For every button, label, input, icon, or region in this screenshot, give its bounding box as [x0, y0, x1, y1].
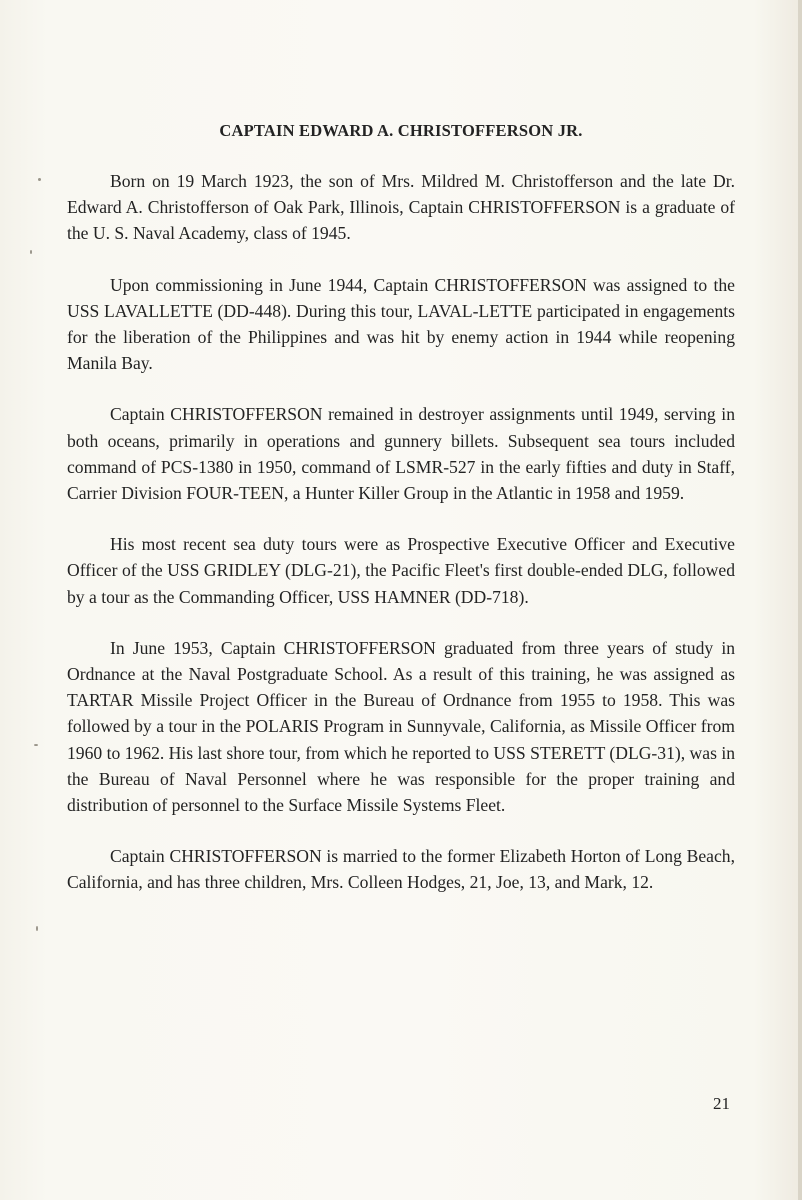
- paper-speck: [36, 926, 38, 931]
- page-edge-shadow: [798, 0, 802, 1200]
- paper-speck: [34, 744, 38, 746]
- paragraph: Captain CHRISTOFFERSON is married to the former Elizabeth Horton of Long Beach, California, and has three children, Mrs. Colleen Hodges, 21, Joe, 13, and Mark, 12.: [67, 846, 735, 893]
- paper-speck: [30, 250, 32, 254]
- paragraph: Born on 19 March 1923, the son of Mrs. Mildred M. Christofferson and the late Dr. Edward A. Christofferson of Oak Park, Illinois, Captain CHRISTOFFERSON is a graduate of the U. S. Naval Academy, class of 1945.: [67, 171, 735, 244]
- paragraph: Upon commissioning in June 1944, Captain CHRISTOFFERSON was assigned to the USS LAVALLETTE (DD-448). During this tour, LAVAL-LETTE participated in engagements for the liberation of the Philippines and was hit by enemy action in 1944 while reopening Manila Bay.: [67, 274, 735, 374]
- paper-speck: [38, 178, 41, 181]
- document-body: [67, 168, 735, 921]
- page-title: CAPTAIN EDWARD A. CHRISTOFFERSON JR.: [219, 121, 583, 140]
- paragraph: In June 1953, Captain CHRISTOFFERSON graduated from three years of study in Ordnance at the Naval Postgraduate School. As a result of this training, he was assigned as TARTAR Missile Project Officer in the Bureau of Ordnance from 1955 to 1958. This was followed by a tour in the POLARIS Program in Sunnyvale, California, as Missile Officer from 1960 to 1962. His last shore tour, from which he reported to USS STERETT (DLG-31), was in the Bureau of Naval Personnel where he was responsible for the proper training and distribution of personnel to the Surface Missile Systems Fleet.: [67, 637, 735, 816]
- paragraph: Captain CHRISTOFFERSON remained in destroyer assignments until 1949, serving in both oceans, primarily in operations and gunnery billets. Subsequent sea tours included command of PCS-1380 in 1950, command of LSMR-527 in the early fifties and duty in Staff, Carrier Division FOUR-TEEN, a Hunter Killer Group in the Atlantic in 1958 and 1959.: [67, 404, 735, 504]
- page-number: 21: [713, 1094, 730, 1113]
- paragraph: His most recent sea duty tours were as Prospective Executive Officer and Executive Officer of the USS GRIDLEY (DLG-21), the Pacific Fleet's first double-ended DLG, followed by a tour as the Commanding Officer, USS HAMNER (DD-718).: [67, 534, 735, 607]
